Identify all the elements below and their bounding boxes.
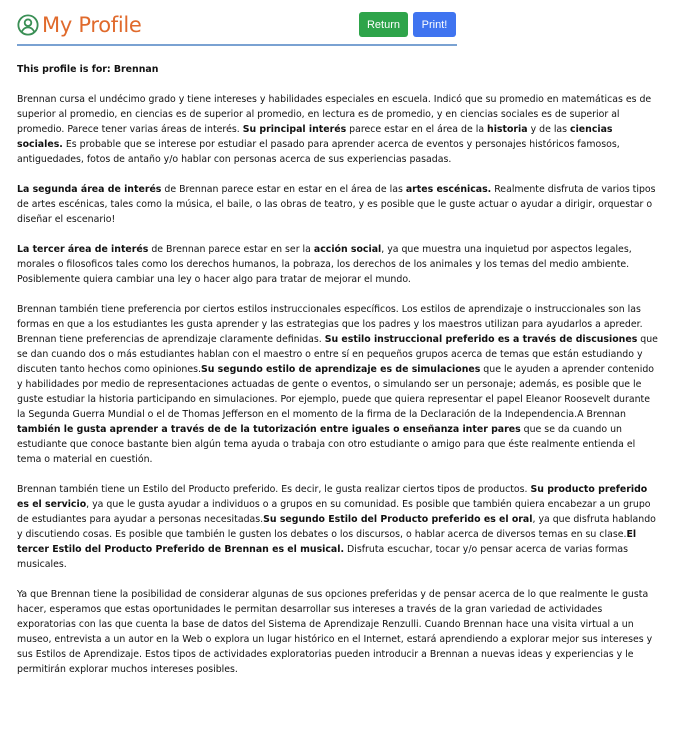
text-run: y de las [527, 124, 571, 135]
bold-text: Su estilo instruccional preferido es a través de discusiones [324, 334, 638, 345]
bold-text: acción social [313, 244, 382, 255]
bold-text: Su segundo estilo de aprendizaje es de simulaciones [200, 364, 481, 375]
text-run: que se da cuando un estudiante que conoce bastante bien algún tema ayuda o trabaja con otro estudiante o amigo para que éste realmente entienda el tema o material en cuestión. [17, 424, 636, 465]
user-circle-icon [17, 14, 39, 36]
profile-paragraph [17, 182, 661, 227]
bold-text: ciencias sociales. [17, 124, 613, 150]
text-run: , ya que le gusta ayudar a individuos o a grupos en su comunidad. Es posible que también quiera encabezar a un grupo de estudiantes para ayudar a personas necesitadas. [17, 499, 651, 525]
bold-text: Su producto preferido es el servicio [17, 484, 648, 510]
text-run: Brennan también tiene preferencia por ciertos estilos instruccionales específicos. Los estilos de aprendizaje o instruccionales son las formas en que a los estudiantes les gusta aprender y las estrategias que los padres y los maestros utilizan para ayudarlos a apreder. Brennan tiene preferencias de aprendizaje claramente definidas. [17, 304, 643, 345]
bold-text: El tercer Estilo del Producto Preferido de Brennan es el musical. [17, 529, 637, 555]
text-run: , ya que disfruta hablando y discutiendo cosas. Es posible que también le gusten los debates o los discursos, o hablar acerca de diversos temas en su clase. [17, 514, 656, 540]
text-run: Brennan también tiene un Estilo del Producto preferido. Es decir, le gusta realizar ciertos tipos de productos. [17, 484, 531, 495]
title-group [17, 13, 142, 37]
text-run: Es probable que se interese por estudiar el pasado para aprender acerca de eventos y personajes históricos famosos, antiguedades, fotos de antaño y/o hablar con personas acerca de sus experiencias pasadas. [17, 139, 620, 165]
text-run: , ya que muestra una inquietud por aspectos legales, morales o filosoficos tales como los derechos humanos, la pobraza, los derechos de los animales y los temas del medio ambiente. Posiblemente quiera cambiar una ley o hacer algo para tratar de mejorar el mundo. [17, 244, 632, 285]
text-run: Disfruta escuchar, tocar y/o pensar acerca de varias formas musicales. [17, 544, 629, 570]
bold-text: Su segundo Estilo del Producto preferido es el oral [263, 514, 533, 525]
text-run: Brennan cursa el undécimo grado y tiene intereses y habilidades especiales en escuela. Indicó que su promedio en matemáticas es de superior al promedio, en ciencias es de superior al promedio, en lectura es de promedio, y en ciencias sociales es de superior al promedio. Parece tener varias áreas de interés. [17, 94, 652, 135]
text-run: que le ayuden a aprender contenido y habilidades por medio de representaciones actuadas de gente o eventos, o simulando ser un personaje; además, es posible que le guste estudiar la historia participando en simulaciones. Por ejemplo, puede que quiera representar el papel Eleanor Roosevelt durante la Segunda Guerra Mundial o el de Thomas Jefferson en el momento de la firma de la Declaración de la Independencia.A Brennan [17, 364, 655, 420]
bold-text: La segunda área de interés [17, 184, 162, 195]
page-title: My Profile [42, 13, 142, 37]
profile-paragraph [17, 587, 661, 677]
profile-paragraph [17, 92, 661, 167]
text-run: de Brennan parece estar en ser la [148, 244, 314, 255]
bold-text: Su principal interés [242, 124, 347, 135]
return-button[interactable]: Return [359, 12, 408, 37]
profile-paragraph [17, 302, 661, 467]
profile-paragraphs [17, 92, 661, 677]
profile-content [17, 62, 661, 692]
bold-text: también le gusta aprender a través de de la tutorización entre iguales o enseñanza inter pares [17, 424, 521, 435]
profile-paragraph [17, 482, 661, 572]
bold-text: La tercer área de interés [17, 244, 149, 255]
profile-header [17, 11, 457, 46]
text-run: parece estar en el área de la [346, 124, 488, 135]
bold-text: artes escénicas. [405, 184, 492, 195]
profile-for-line: This profile is for: Brennan [17, 64, 159, 75]
bold-text: historia [487, 124, 528, 135]
text-run: Ya que Brennan tiene la posibilidad de considerar algunas de sus opciones preferidas y de pensar acerca de lo que realmente le gusta hacer, esperamos que estas oportunidades le permitan desarrollar sus intereses a través de la gran variedad de actividades exporatorias con las que cuenta la base de datos del Sistema de Aprendizaje Renzulli. Cuando Brennan hace una visita virtual a un museo, entrevista a un autor en la Web o explora un lugar histórico en el Internet, estará aprendiendo a explorar mejor sus intereses y sus Estilos de Aprendizaje. Estos tipos de actividades exploratorias pueden introducir a Brennan a nuevas ideas y experiencias y le permitirán explorar muchos intereses posibles. [17, 589, 653, 675]
print-button[interactable]: Print! [413, 12, 456, 37]
profile-paragraph [17, 242, 661, 287]
text-run: de Brennan parece estar en estar en el área de las [161, 184, 406, 195]
text-run: que se dan cuando dos o más estudiantes hablan con el maestro o entre sí en pequeños grupos acerca de temas que están estudiando y discuten tanto hechos como opiniones. [17, 334, 658, 375]
text-run: Realmente disfruta de varios tipos de artes escénicas, tales como la música, el baile, o las obras de teatro, y es posible que le guste actuar o ayudar a dirigir, orquestar o diseñar el escenario! [17, 184, 656, 225]
